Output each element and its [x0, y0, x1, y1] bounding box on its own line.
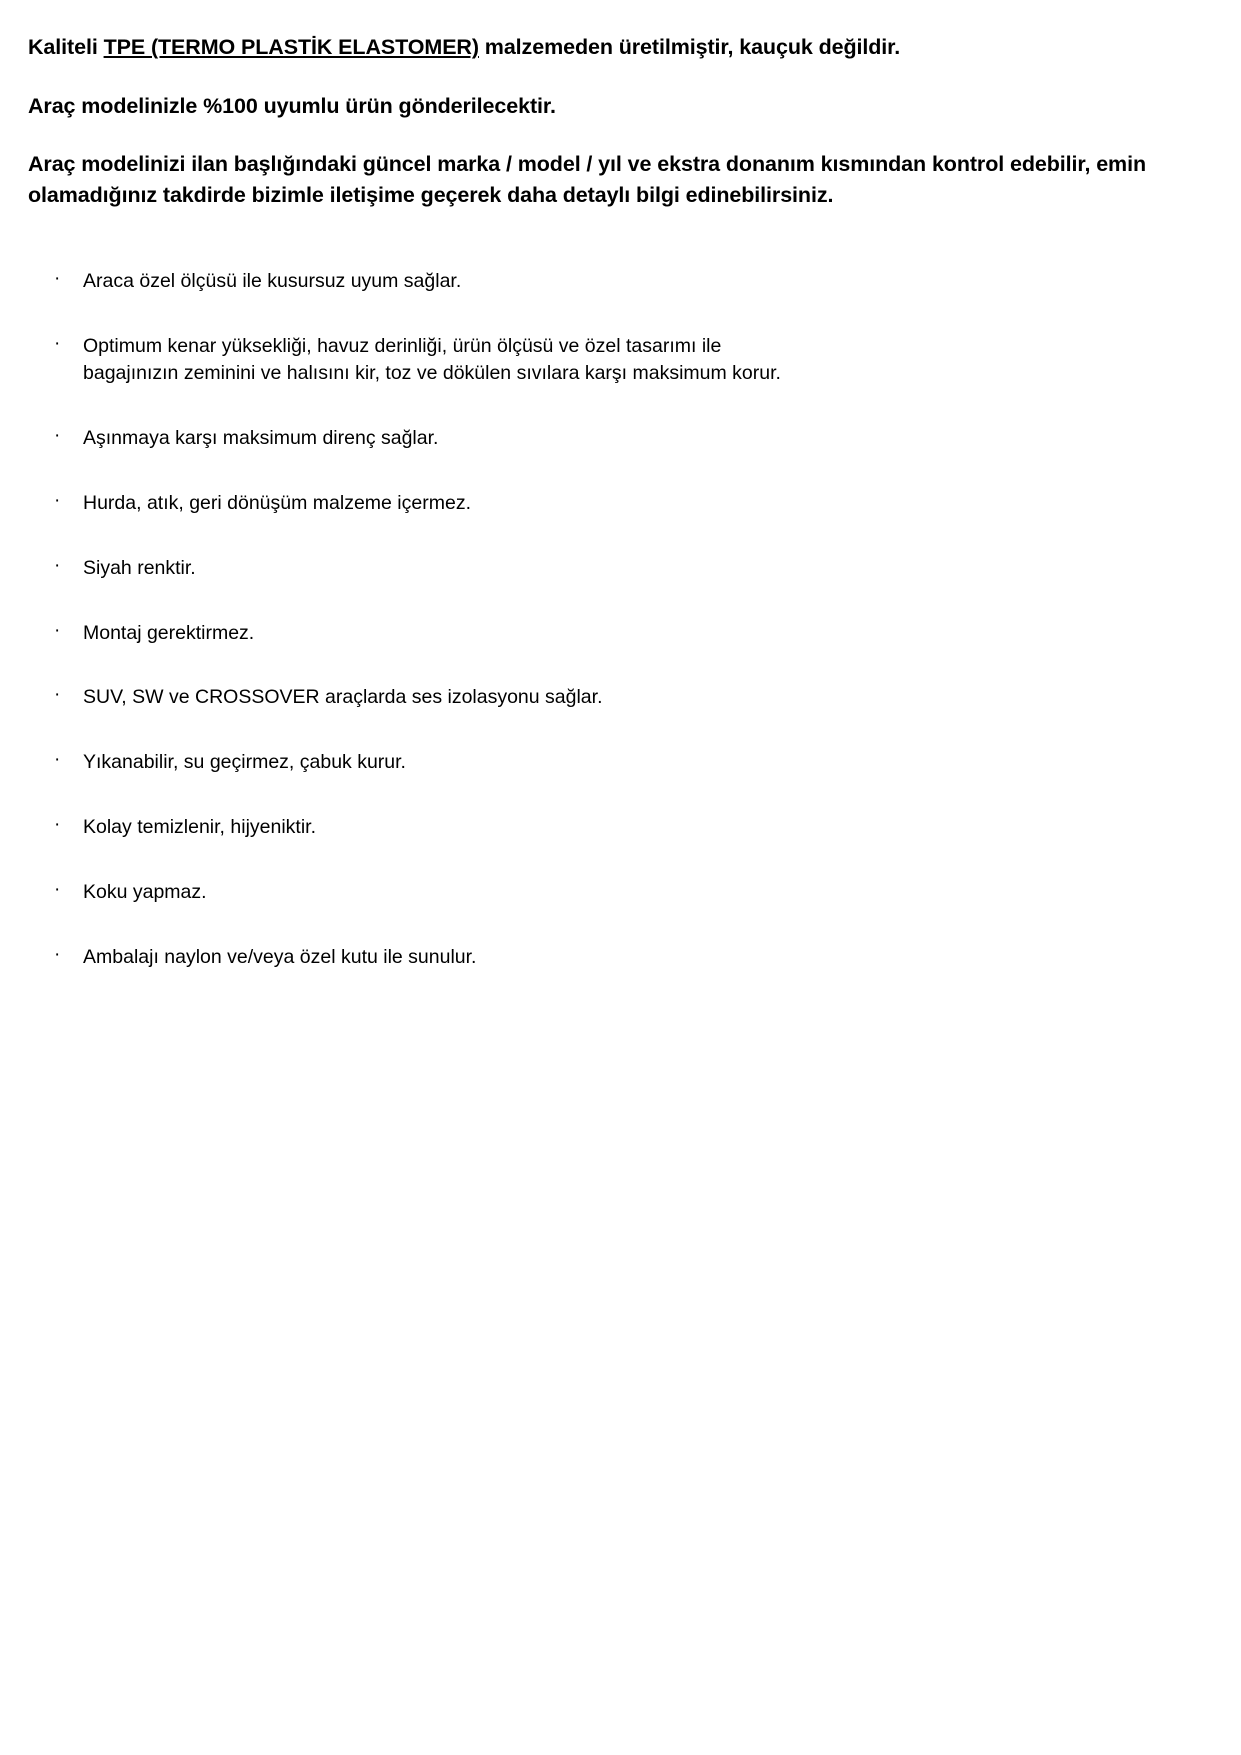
list-item: [28, 620, 1201, 647]
intro-paragraph-1: [28, 32, 1201, 63]
list-item: [28, 425, 1201, 452]
intro-1-segment-3: malzemeden üretilmiştir, kauçuk değildir.: [478, 35, 901, 59]
list-item-line: Optimum kenar yüksekliği, havuz derinliği, ürün ölçüsü ve özel tasarımı ile: [83, 334, 722, 357]
bullet-marker-icon: ·: [54, 619, 61, 641]
bullet-marker-icon: ·: [54, 554, 61, 576]
bullet-marker-icon: ·: [54, 332, 61, 354]
list-item-line: Araca özel ölçüsü ile kusursuz uyum sağlar.: [83, 270, 462, 293]
bullet-marker-icon: ·: [54, 268, 61, 290]
list-item-line: Montaj gerektirmez.: [83, 621, 255, 644]
list-item-line: Kolay temizlenir, hijyeniktir.: [83, 816, 317, 839]
list-item: [28, 944, 1201, 971]
intro-section: [28, 32, 1201, 210]
list-item: [28, 555, 1201, 582]
intro-1-segment-2-underlined: TPE (TERMO PLASTİK ELASTOMER): [103, 35, 479, 59]
list-item-line: Hurda, atık, geri dönüşüm malzeme içermez.: [83, 491, 471, 514]
list-item-line: Yıkanabilir, su geçirmez, çabuk kurur.: [83, 751, 406, 774]
list-item: [28, 684, 1201, 711]
list-item-line: Koku yapmaz.: [83, 881, 207, 904]
bullet-marker-icon: ·: [54, 489, 61, 511]
intro-paragraph-3: Araç modelinizi ilan başlığındaki güncel marka / model / yıl ve ekstra donanım kısmından kontrol edebilir, emin olamadığınız takdirde bizimle iletişime geçerek daha detaylı bilgi edinebilirsiniz.: [28, 152, 1146, 207]
list-item: [28, 879, 1201, 906]
intro-paragraph-2: Araç modelinizle %100 uyumlu ürün gönderilecektir.: [28, 93, 556, 118]
list-item-line: Ambalajı naylon ve/veya özel kutu ile sunulur.: [83, 946, 477, 969]
bullet-marker-icon: ·: [54, 879, 61, 901]
bullet-marker-icon: ·: [54, 684, 61, 706]
list-item-line-2: bagajınızın zeminini ve halısını kir, toz ve dökülen sıvılara karşı maksimum korur.: [83, 361, 781, 384]
list-item: [28, 268, 1201, 295]
list-item-line: SUV, SW ve CROSSOVER araçlarda ses izolasyonu sağlar.: [83, 686, 603, 709]
list-item: [28, 490, 1201, 517]
list-item: [28, 814, 1201, 841]
bullet-marker-icon: ·: [54, 944, 61, 966]
bullet-marker-icon: ·: [54, 424, 61, 446]
list-item-line: Aşınmaya karşı maksimum direnç sağlar.: [83, 426, 439, 449]
list-item: [28, 333, 1201, 387]
bullet-marker-icon: ·: [54, 814, 61, 836]
list-item-line: Siyah renktir.: [83, 556, 196, 579]
bullet-marker-icon: ·: [54, 749, 61, 771]
intro-1-segment-1: Kaliteli: [28, 35, 104, 59]
list-item: [28, 749, 1201, 776]
feature-bullet-list: [28, 268, 1201, 971]
